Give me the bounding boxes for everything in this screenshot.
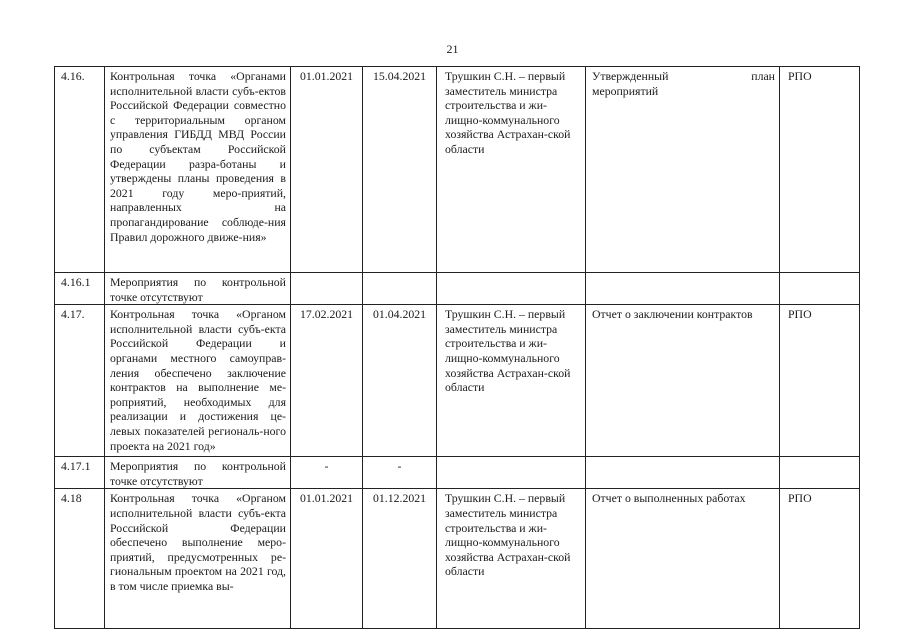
level: РПО (780, 489, 860, 629)
row-number: 4.16.1 (55, 273, 105, 305)
control-point-text: Мероприятия по контрольной точке отсутствуют (105, 273, 291, 305)
table-row (55, 489, 860, 629)
responsible-person (437, 273, 586, 305)
responsible-person: Трушкин С.Н. – первый заместитель министра строительства и жи-лищно-коммунального хозяйства Астрахан-ской области (437, 489, 586, 629)
end-date (363, 273, 437, 305)
responsible-person (437, 457, 586, 489)
result-document (586, 273, 780, 305)
result-document: Отчет о выполненных работах (586, 489, 780, 629)
responsible-person: Трушкин С.Н. – первый заместитель министра строительства и жи-лищно-коммунального хозяйства Астрахан-ской области (437, 305, 586, 457)
end-date: - (363, 457, 437, 489)
row-number: 4.17.1 (55, 457, 105, 489)
row-number: 4.18 (55, 489, 105, 629)
responsible-person: Трушкин С.Н. – первый заместитель министра строительства и жи-лищно-коммунального хозяйства Астрахан-ской области (437, 67, 586, 273)
start-date: 01.01.2021 (291, 67, 363, 273)
start-date: 01.01.2021 (291, 489, 363, 629)
start-date: 17.02.2021 (291, 305, 363, 457)
result-document (586, 457, 780, 489)
end-date: 01.12.2021 (363, 489, 437, 629)
document-table-frame (54, 66, 859, 593)
control-point-text: Контрольная точка «Органами исполнительной власти субъ-ектов Российской Федерации совместно с территориальным органом управления ГИБДД МВД России по субъектам Российской Федерации разра-ботаны и утверждены планы проведения в 2021 году меро-приятий, направленных на пропагандирование соблюде-ния Правил дорожного движе-ния» (105, 67, 291, 273)
result-document: Отчет о заключении контрактов (586, 305, 780, 457)
start-date (291, 273, 363, 305)
start-date: - (291, 457, 363, 489)
control-point-text: Контрольная точка «Органом исполнительной власти субъ-екта Российской Федерации и органами местного самоуправ-ления обеспечено заключение контрактов на выполнение ме-роприятий, необходимых для реализации и достижения це-левых показателей региональ-ного проекта на 2021 год» (105, 305, 291, 457)
row-number: 4.17. (55, 305, 105, 457)
table-row (55, 67, 860, 273)
control-point-text: Контрольная точка «Органом исполнительной власти субъ-екта Российской Федерации обеспечено выполнение меро-приятий, предусмотренных ре-гиональным проектом на 2021 год, в том числе приемка вы- (105, 489, 291, 629)
result-text-part: мероприятий (592, 83, 659, 98)
end-date: 01.04.2021 (363, 305, 437, 457)
control-point-text: Мероприятия по контрольной точке отсутствуют (105, 457, 291, 489)
result-text-part: план (751, 69, 775, 83)
level: РПО (780, 305, 860, 457)
table-row (55, 457, 860, 489)
level (780, 457, 860, 489)
level: РПО (780, 67, 860, 273)
control-points-table (54, 66, 860, 629)
result-text-part: Утвержденный (592, 69, 669, 83)
end-date: 15.04.2021 (363, 67, 437, 273)
table-row (55, 305, 860, 457)
table-row (55, 273, 860, 305)
level (780, 273, 860, 305)
row-number: 4.16. (55, 67, 105, 273)
page-number: 21 (446, 42, 459, 56)
result-document (586, 67, 780, 273)
